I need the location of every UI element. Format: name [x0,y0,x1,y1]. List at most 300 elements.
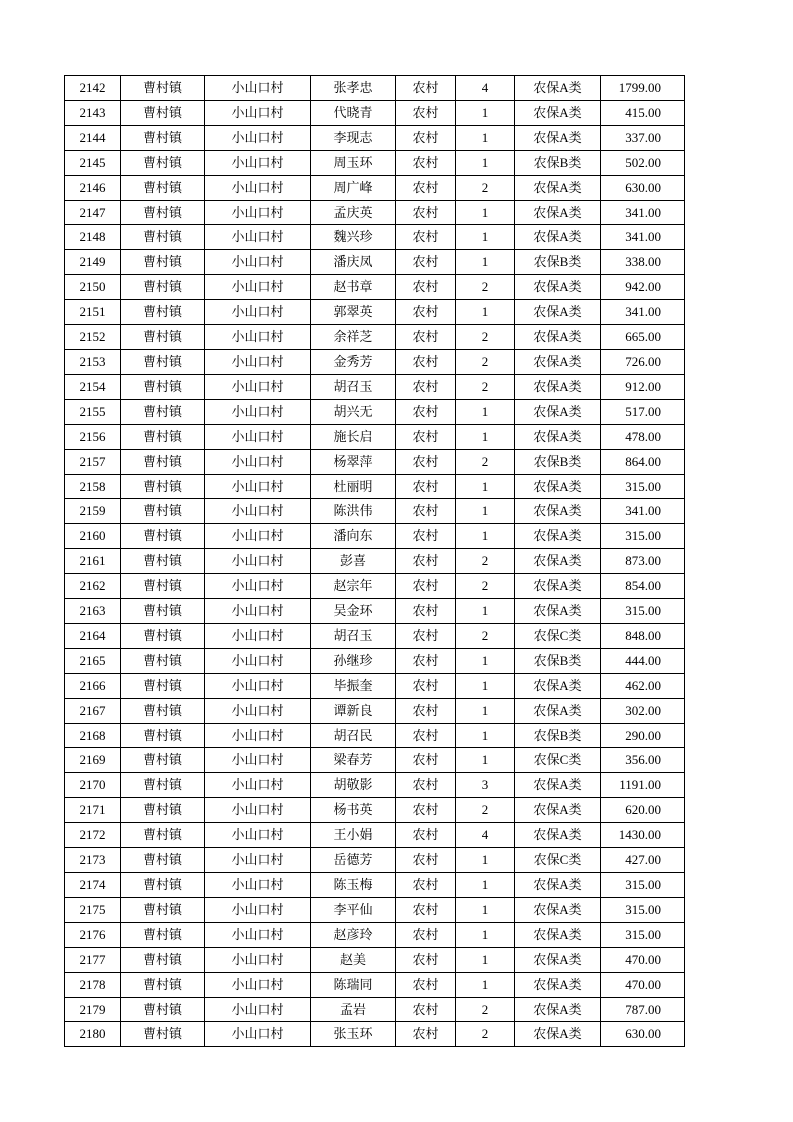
village-cell: 小山口村 [205,897,311,922]
person-name-cell: 孙继珍 [311,648,396,673]
serial-number-cell: 2162 [65,574,121,599]
serial-number-cell: 2170 [65,773,121,798]
town-cell: 曹村镇 [121,698,205,723]
village-cell: 小山口村 [205,549,311,574]
person-name-cell: 谭新良 [311,698,396,723]
amount-cell: 912.00 [601,374,685,399]
amount-cell: 787.00 [601,997,685,1022]
person-count-cell: 1 [456,723,515,748]
town-cell: 曹村镇 [121,175,205,200]
table-row [65,250,685,275]
person-name-cell: 杜丽明 [311,474,396,499]
town-cell: 曹村镇 [121,300,205,325]
village-cell: 小山口村 [205,449,311,474]
person-count-cell: 1 [456,399,515,424]
person-count-cell: 1 [456,474,515,499]
person-name-cell: 李现志 [311,125,396,150]
person-name-cell: 胡兴无 [311,399,396,424]
serial-number-cell: 2180 [65,1022,121,1047]
person-name-cell: 吴金环 [311,599,396,624]
village-cell: 小山口村 [205,997,311,1022]
insurance-category-cell: 农保A类 [515,399,601,424]
person-name-cell: 赵书章 [311,275,396,300]
town-cell: 曹村镇 [121,648,205,673]
serial-number-cell: 2148 [65,225,121,250]
person-count-cell: 1 [456,200,515,225]
village-cell: 小山口村 [205,374,311,399]
person-name-cell: 梁春芳 [311,748,396,773]
village-cell: 小山口村 [205,175,311,200]
amount-cell: 315.00 [601,922,685,947]
insurance-category-cell: 农保A类 [515,76,601,101]
person-count-cell: 2 [456,349,515,374]
person-count-cell: 2 [456,374,515,399]
insurance-category-cell: 农保A类 [515,1022,601,1047]
person-name-cell: 潘向东 [311,524,396,549]
person-count-cell: 2 [456,275,515,300]
serial-number-cell: 2156 [65,424,121,449]
person-count-cell: 2 [456,549,515,574]
table-row [65,798,685,823]
person-count-cell: 3 [456,773,515,798]
residence-type-cell: 农村 [396,848,456,873]
village-cell: 小山口村 [205,100,311,125]
amount-cell: 290.00 [601,723,685,748]
person-name-cell: 彭喜 [311,549,396,574]
person-count-cell: 1 [456,150,515,175]
insurance-category-cell: 农保A类 [515,125,601,150]
amount-cell: 848.00 [601,623,685,648]
town-cell: 曹村镇 [121,623,205,648]
residence-type-cell: 农村 [396,897,456,922]
amount-cell: 873.00 [601,549,685,574]
amount-cell: 630.00 [601,175,685,200]
amount-cell: 337.00 [601,125,685,150]
residence-type-cell: 农村 [396,599,456,624]
serial-number-cell: 2174 [65,873,121,898]
table-row [65,474,685,499]
person-count-cell: 1 [456,599,515,624]
table-row [65,972,685,997]
person-name-cell: 张孝忠 [311,76,396,101]
town-cell: 曹村镇 [121,424,205,449]
insurance-category-cell: 农保A类 [515,972,601,997]
person-count-cell: 1 [456,648,515,673]
amount-cell: 415.00 [601,100,685,125]
table-row [65,300,685,325]
amount-cell: 942.00 [601,275,685,300]
town-cell: 曹村镇 [121,125,205,150]
serial-number-cell: 2164 [65,623,121,648]
residence-type-cell: 农村 [396,200,456,225]
insurance-category-cell: 农保A类 [515,225,601,250]
amount-cell: 864.00 [601,449,685,474]
amount-cell: 1430.00 [601,823,685,848]
village-cell: 小山口村 [205,524,311,549]
table-row [65,848,685,873]
insurance-category-cell: 农保B类 [515,449,601,474]
person-count-cell: 1 [456,100,515,125]
table-body [65,76,685,1047]
person-count-cell: 2 [456,623,515,648]
residence-type-cell: 农村 [396,773,456,798]
residence-type-cell: 农村 [396,474,456,499]
serial-number-cell: 2142 [65,76,121,101]
village-cell: 小山口村 [205,798,311,823]
person-count-cell: 1 [456,873,515,898]
residence-type-cell: 农村 [396,424,456,449]
residence-type-cell: 农村 [396,972,456,997]
insurance-category-cell: 农保A类 [515,349,601,374]
residence-type-cell: 农村 [396,648,456,673]
amount-cell: 470.00 [601,972,685,997]
serial-number-cell: 2178 [65,972,121,997]
amount-cell: 854.00 [601,574,685,599]
serial-number-cell: 2154 [65,374,121,399]
person-name-cell: 余祥芝 [311,325,396,350]
person-count-cell: 1 [456,972,515,997]
person-count-cell: 1 [456,897,515,922]
table-row [65,549,685,574]
residence-type-cell: 农村 [396,947,456,972]
table-row [65,947,685,972]
person-name-cell: 施长启 [311,424,396,449]
serial-number-cell: 2151 [65,300,121,325]
insurance-category-cell: 农保A类 [515,374,601,399]
town-cell: 曹村镇 [121,897,205,922]
serial-number-cell: 2161 [65,549,121,574]
amount-cell: 478.00 [601,424,685,449]
serial-number-cell: 2152 [65,325,121,350]
town-cell: 曹村镇 [121,524,205,549]
amount-cell: 630.00 [601,1022,685,1047]
insurance-category-cell: 农保A类 [515,300,601,325]
person-name-cell: 代晓青 [311,100,396,125]
town-cell: 曹村镇 [121,873,205,898]
amount-cell: 315.00 [601,524,685,549]
town-cell: 曹村镇 [121,474,205,499]
town-cell: 曹村镇 [121,972,205,997]
serial-number-cell: 2150 [65,275,121,300]
person-count-cell: 1 [456,748,515,773]
table-row [65,873,685,898]
town-cell: 曹村镇 [121,349,205,374]
amount-cell: 665.00 [601,325,685,350]
person-count-cell: 1 [456,673,515,698]
village-cell: 小山口村 [205,349,311,374]
town-cell: 曹村镇 [121,449,205,474]
person-name-cell: 潘庆凤 [311,250,396,275]
residence-type-cell: 农村 [396,125,456,150]
residence-type-cell: 农村 [396,150,456,175]
table-row [65,399,685,424]
table-row [65,773,685,798]
serial-number-cell: 2166 [65,673,121,698]
insurance-category-cell: 农保A类 [515,673,601,698]
insurance-category-cell: 农保A类 [515,524,601,549]
town-cell: 曹村镇 [121,823,205,848]
residence-type-cell: 农村 [396,823,456,848]
serial-number-cell: 2173 [65,848,121,873]
person-count-cell: 1 [456,698,515,723]
person-name-cell: 孟庆英 [311,200,396,225]
town-cell: 曹村镇 [121,673,205,698]
village-cell: 小山口村 [205,698,311,723]
village-cell: 小山口村 [205,76,311,101]
person-name-cell: 胡召玉 [311,374,396,399]
village-cell: 小山口村 [205,823,311,848]
town-cell: 曹村镇 [121,325,205,350]
insurance-category-cell: 农保B类 [515,648,601,673]
insurance-category-cell: 农保A类 [515,549,601,574]
person-name-cell: 胡召玉 [311,623,396,648]
person-count-cell: 4 [456,76,515,101]
person-count-cell: 4 [456,823,515,848]
person-count-cell: 1 [456,499,515,524]
serial-number-cell: 2147 [65,200,121,225]
amount-cell: 444.00 [601,648,685,673]
village-cell: 小山口村 [205,623,311,648]
table-row [65,325,685,350]
town-cell: 曹村镇 [121,798,205,823]
table-row [65,997,685,1022]
amount-cell: 302.00 [601,698,685,723]
village-cell: 小山口村 [205,673,311,698]
table-row [65,76,685,101]
person-name-cell: 赵彦玲 [311,922,396,947]
village-cell: 小山口村 [205,225,311,250]
town-cell: 曹村镇 [121,1022,205,1047]
village-cell: 小山口村 [205,972,311,997]
serial-number-cell: 2144 [65,125,121,150]
person-name-cell: 李平仙 [311,897,396,922]
town-cell: 曹村镇 [121,997,205,1022]
residence-type-cell: 农村 [396,873,456,898]
insurance-category-cell: 农保C类 [515,848,601,873]
table-row [65,499,685,524]
person-name-cell: 毕振奎 [311,673,396,698]
town-cell: 曹村镇 [121,574,205,599]
serial-number-cell: 2168 [65,723,121,748]
amount-cell: 1191.00 [601,773,685,798]
village-cell: 小山口村 [205,922,311,947]
table-row [65,524,685,549]
insurance-category-cell: 农保C类 [515,748,601,773]
table-row [65,574,685,599]
serial-number-cell: 2177 [65,947,121,972]
village-cell: 小山口村 [205,574,311,599]
person-name-cell: 胡敬影 [311,773,396,798]
village-cell: 小山口村 [205,424,311,449]
person-count-cell: 2 [456,798,515,823]
residence-type-cell: 农村 [396,623,456,648]
table-row [65,150,685,175]
table-row [65,698,685,723]
person-name-cell: 周玉环 [311,150,396,175]
person-count-cell: 1 [456,848,515,873]
amount-cell: 470.00 [601,947,685,972]
amount-cell: 462.00 [601,673,685,698]
insurance-category-cell: 农保A类 [515,474,601,499]
village-cell: 小山口村 [205,873,311,898]
residence-type-cell: 农村 [396,499,456,524]
village-cell: 小山口村 [205,200,311,225]
residence-type-cell: 农村 [396,798,456,823]
table-row [65,175,685,200]
amount-cell: 338.00 [601,250,685,275]
table-row [65,922,685,947]
village-cell: 小山口村 [205,848,311,873]
person-name-cell: 陈玉梅 [311,873,396,898]
residence-type-cell: 农村 [396,997,456,1022]
serial-number-cell: 2153 [65,349,121,374]
residence-type-cell: 农村 [396,76,456,101]
person-count-cell: 1 [456,424,515,449]
amount-cell: 341.00 [601,300,685,325]
town-cell: 曹村镇 [121,773,205,798]
person-name-cell: 赵美 [311,947,396,972]
town-cell: 曹村镇 [121,599,205,624]
person-name-cell: 杨书英 [311,798,396,823]
person-name-cell: 周广峰 [311,175,396,200]
residence-type-cell: 农村 [396,250,456,275]
person-count-cell: 1 [456,947,515,972]
table-row [65,100,685,125]
person-name-cell: 孟岩 [311,997,396,1022]
serial-number-cell: 2157 [65,449,121,474]
person-count-cell: 2 [456,574,515,599]
residence-type-cell: 农村 [396,300,456,325]
town-cell: 曹村镇 [121,947,205,972]
table-row [65,275,685,300]
person-name-cell: 赵宗年 [311,574,396,599]
person-name-cell: 陈洪伟 [311,499,396,524]
serial-number-cell: 2179 [65,997,121,1022]
table-row [65,225,685,250]
insurance-category-cell: 农保A类 [515,997,601,1022]
serial-number-cell: 2171 [65,798,121,823]
insurance-category-cell: 农保A类 [515,947,601,972]
insurance-category-cell: 农保B类 [515,250,601,275]
insurance-category-cell: 农保A类 [515,325,601,350]
residence-type-cell: 农村 [396,922,456,947]
person-count-cell: 2 [456,449,515,474]
town-cell: 曹村镇 [121,748,205,773]
person-name-cell: 陈瑞同 [311,972,396,997]
village-cell: 小山口村 [205,474,311,499]
serial-number-cell: 2167 [65,698,121,723]
amount-cell: 726.00 [601,349,685,374]
town-cell: 曹村镇 [121,225,205,250]
person-name-cell: 郭翠英 [311,300,396,325]
person-name-cell: 金秀芳 [311,349,396,374]
amount-cell: 315.00 [601,474,685,499]
insurance-category-cell: 农保A类 [515,897,601,922]
amount-cell: 502.00 [601,150,685,175]
serial-number-cell: 2155 [65,399,121,424]
town-cell: 曹村镇 [121,922,205,947]
village-cell: 小山口村 [205,250,311,275]
insurance-category-cell: 农保A类 [515,922,601,947]
insurance-category-cell: 农保A类 [515,275,601,300]
amount-cell: 341.00 [601,200,685,225]
amount-cell: 356.00 [601,748,685,773]
serial-number-cell: 2160 [65,524,121,549]
table-row [65,897,685,922]
residence-type-cell: 农村 [396,1022,456,1047]
insurance-category-cell: 农保A类 [515,574,601,599]
serial-number-cell: 2145 [65,150,121,175]
insurance-category-cell: 农保A类 [515,698,601,723]
person-count-cell: 2 [456,325,515,350]
table-row [65,424,685,449]
village-cell: 小山口村 [205,1022,311,1047]
person-count-cell: 1 [456,250,515,275]
table-row [65,374,685,399]
village-cell: 小山口村 [205,773,311,798]
town-cell: 曹村镇 [121,150,205,175]
residence-type-cell: 农村 [396,325,456,350]
person-count-cell: 2 [456,1022,515,1047]
person-name-cell: 魏兴珍 [311,225,396,250]
residence-type-cell: 农村 [396,698,456,723]
person-count-cell: 1 [456,225,515,250]
person-count-cell: 1 [456,300,515,325]
table-row [65,349,685,374]
table-row [65,648,685,673]
amount-cell: 315.00 [601,599,685,624]
insurance-category-cell: 农保A类 [515,823,601,848]
village-cell: 小山口村 [205,150,311,175]
table-row [65,673,685,698]
residence-type-cell: 农村 [396,175,456,200]
table-row [65,823,685,848]
residence-type-cell: 农村 [396,100,456,125]
table-row [65,125,685,150]
village-cell: 小山口村 [205,599,311,624]
village-cell: 小山口村 [205,723,311,748]
table-row [65,599,685,624]
insurance-category-cell: 农保C类 [515,623,601,648]
person-name-cell: 王小娟 [311,823,396,848]
serial-number-cell: 2176 [65,922,121,947]
serial-number-cell: 2163 [65,599,121,624]
town-cell: 曹村镇 [121,200,205,225]
insurance-category-cell: 农保A类 [515,873,601,898]
town-cell: 曹村镇 [121,275,205,300]
village-cell: 小山口村 [205,648,311,673]
person-name-cell: 张玉环 [311,1022,396,1047]
insurance-category-cell: 农保A类 [515,773,601,798]
town-cell: 曹村镇 [121,100,205,125]
table-row [65,1022,685,1047]
insurance-category-cell: 农保A类 [515,175,601,200]
residence-type-cell: 农村 [396,673,456,698]
person-count-cell: 1 [456,125,515,150]
village-cell: 小山口村 [205,947,311,972]
residence-type-cell: 农村 [396,524,456,549]
serial-number-cell: 2172 [65,823,121,848]
village-cell: 小山口村 [205,499,311,524]
table-row [65,748,685,773]
insurance-category-cell: 农保A类 [515,499,601,524]
table-row [65,200,685,225]
town-cell: 曹村镇 [121,374,205,399]
table-row [65,623,685,648]
amount-cell: 341.00 [601,499,685,524]
amount-cell: 620.00 [601,798,685,823]
serial-number-cell: 2143 [65,100,121,125]
